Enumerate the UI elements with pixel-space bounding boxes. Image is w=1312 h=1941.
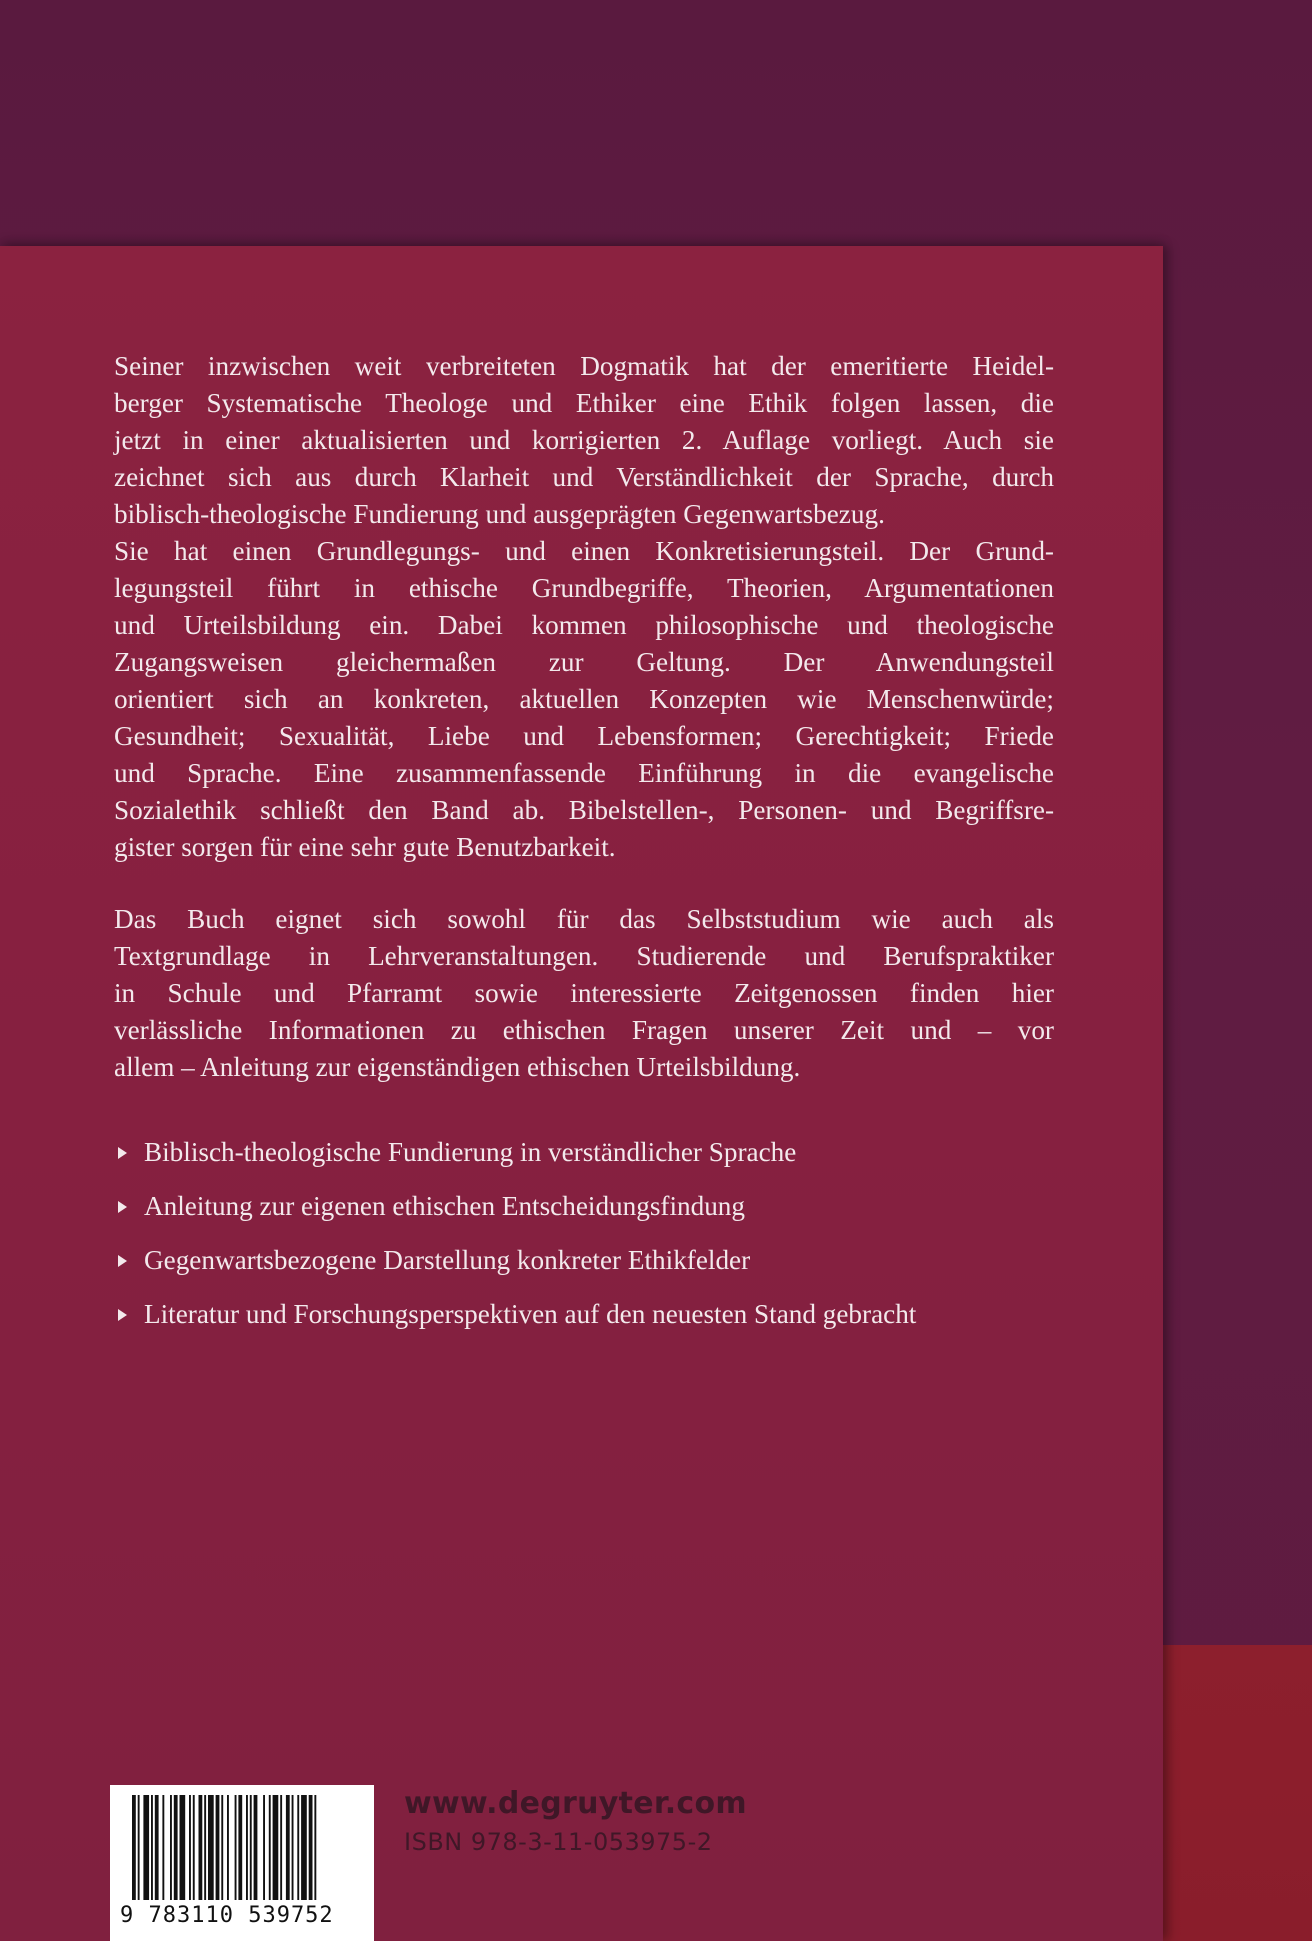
feature-label: Gegenwartsbezogene Darstellung konkreter Ethikfelder [144, 1245, 751, 1275]
barcode-bar [301, 1795, 307, 1900]
text-line: Das Buch eignet sich sowohl für das Selbststudium wie auch als [114, 904, 1054, 934]
publisher-url: www.degruyter.com [404, 1786, 747, 1821]
barcode-bar [235, 1795, 237, 1900]
barcode-bar [151, 1795, 153, 1900]
barcode-bar [263, 1795, 265, 1900]
bullet-triangle-icon [118, 1309, 127, 1321]
barcode-bar [227, 1795, 229, 1900]
text-line: Seiner inzwischen weit verbreiteten Dogmatik hat der emeritierte Heidel- [114, 351, 1054, 381]
barcode-bar [221, 1795, 223, 1900]
corner-red-block [1163, 1645, 1312, 1941]
barcode-bar [208, 1795, 214, 1900]
barcode-digits: 9 783110 539752 [120, 1903, 334, 1928]
barcode-bar [143, 1795, 149, 1900]
text-line: und Urteilsbildung ein. Dabei kommen philosophische und theologische [114, 610, 1054, 640]
feature-item [114, 1134, 1054, 1171]
barcode-bar [314, 1795, 316, 1900]
barcode-bar [138, 1795, 140, 1900]
text-line: Sie hat einen Grundlegungs- und einen Konkretisierungsteil. Der Grund- [114, 536, 1054, 566]
text-line: berger Systematische Theologe und Ethiker eine Ethik folgen lassen, die [114, 388, 1054, 418]
barcode-bar [204, 1795, 206, 1900]
text-line: Sozialethik schließt den Band ab. Bibelstellen-, Personen- und Begriffsre- [114, 795, 1054, 825]
text-line: jetzt in einer aktualisierten und korrigierten 2. Auflage vorliegt. Auch sie [114, 425, 1054, 455]
barcode-bar [292, 1795, 294, 1900]
barcode-bar [216, 1795, 220, 1900]
text-line: orientiert sich an konkreten, aktuellen Konzepten wie Menschenwürde; [114, 684, 1054, 714]
barcode-bar [132, 1795, 136, 1900]
feature-list [114, 1134, 1054, 1333]
text-line: und Sprache. Eine zusammenfassende Einführung in die evangelische [114, 758, 1054, 788]
text-line: Gesundheit; Sexualität, Liebe und Lebensformen; Gerechtigkeit; Friede [114, 721, 1054, 751]
isbn: ISBN 978-3-11-053975-2 [404, 1828, 713, 1856]
barcode-bar [269, 1795, 271, 1900]
barcode-bars [110, 1785, 374, 1903]
text-line: gister sorgen für eine sehr gute Benutzbarkeit. [114, 832, 616, 862]
barcode-bar [254, 1795, 258, 1900]
text-line: Zugangsweisen gleichermaßen zur Geltung. Der Anwendungsteil [114, 647, 1054, 677]
text-line: allem – Anleitung zur eigenständigen ethischen Urteilsbildung. [114, 1052, 801, 1082]
text-line: legungsteil führt in ethische Grundbegriffe, Theorien, Argumentationen [114, 573, 1054, 603]
barcode-bar [309, 1795, 313, 1900]
description-paragraph-2 [114, 901, 1054, 1086]
text-line: in Schule und Pfarramt sowie interessierte Zeitgenossen finden hier [114, 978, 1054, 1008]
feature-item [114, 1242, 1054, 1279]
text-line: biblisch-theologische Fundierung und ausgeprägten Gegenwartsbezug. [114, 499, 885, 529]
barcode-bar [199, 1795, 203, 1900]
feature-item [114, 1296, 1054, 1333]
barcode-bar [250, 1795, 252, 1900]
barcode-bar [180, 1795, 186, 1900]
barcode-bar [286, 1795, 290, 1900]
barcode-bar [174, 1795, 178, 1900]
feature-label: Literatur und Forschungsperspektiven auf den neuesten Stand gebracht [144, 1299, 917, 1329]
barcode-bar [189, 1795, 191, 1900]
barcode-bar [297, 1795, 299, 1900]
barcode-bar [238, 1795, 242, 1900]
text-line: zeichnet sich aus durch Klarheit und Verständlichkeit der Sprache, durch [114, 462, 1054, 492]
bullet-triangle-icon [118, 1255, 127, 1267]
barcode-bar [162, 1795, 164, 1900]
feature-label: Biblisch-theologische Fundierung in verständlicher Sprache [144, 1137, 797, 1167]
barcode [110, 1785, 374, 1941]
barcode-bar [170, 1795, 172, 1900]
barcode-bar [193, 1795, 195, 1900]
description-paragraph-1 [114, 348, 1054, 866]
feature-item [114, 1188, 1054, 1225]
barcode-bar [246, 1795, 248, 1900]
feature-label: Anleitung zur eigenen ethischen Entscheidungsfindung [144, 1191, 745, 1221]
bullet-triangle-icon [118, 1201, 127, 1213]
barcode-bar [280, 1795, 282, 1900]
barcode-bar [155, 1795, 159, 1900]
text-line: verlässliche Informationen zu ethischen Fragen unserer Zeit und – vor [114, 1015, 1054, 1045]
back-cover-text [114, 348, 1054, 1350]
text-line: Textgrundlage in Lehrveranstaltungen. Studierende und Berufspraktiker [114, 941, 1054, 971]
bullet-triangle-icon [118, 1147, 127, 1159]
barcode-bar [273, 1795, 279, 1900]
